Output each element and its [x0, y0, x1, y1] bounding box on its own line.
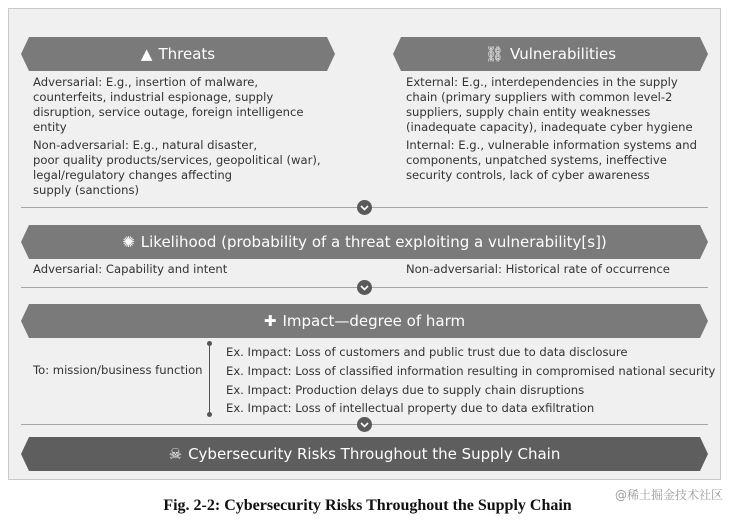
- chain-links-icon: ⛓: [484, 45, 504, 63]
- impact-title: Impact—degree of harm: [282, 312, 466, 330]
- vulnerabilities-internal-text: Internal: E.g., vulnerable information systems and components, unpatched systems, ineffective security controls, lack of cyber awareness: [406, 138, 697, 182]
- figure-caption: Fig. 2-2: Cybersecurity Risks Throughout the Supply Chain: [163, 497, 572, 514]
- warning-triangle-icon: ▲: [140, 45, 153, 63]
- vulnerabilities-banner: [393, 37, 708, 71]
- bandage-icon: ✚: [263, 312, 277, 330]
- skull-crossbones-icon: ☠: [168, 445, 183, 463]
- watermark: @稀土掘金技术社区: [614, 488, 723, 502]
- threats-title: Threats: [158, 45, 216, 63]
- vulnerabilities-external-text: External: E.g., interdependencies in the supply chain (primary suppliers with common level-2 suppliers, supply chain entity weaknesses (inadequate capacity), inadequate cyber hygiene: [406, 75, 693, 134]
- likelihood-title: Likelihood (probability of a threat exploiting a vulnerability[s]): [140, 233, 607, 251]
- chevron-down-icon: [357, 280, 372, 295]
- impact-to-text: To: mission/business function: [33, 363, 203, 377]
- impact-example: Ex. Impact: Loss of intellectual property due to data exfiltration: [226, 401, 595, 415]
- likelihood-adversarial-text: Adversarial: Capability and intent: [33, 262, 228, 276]
- impact-example: Ex. Impact: Production delays due to supply chain disruptions: [226, 383, 585, 397]
- chevron-down-icon: [357, 417, 372, 432]
- impact-bracket-dot-top: [207, 341, 212, 346]
- vulnerabilities-title: Vulnerabilities: [509, 45, 617, 63]
- threats-adversarial-text: Adversarial: E.g., insertion of malware, counterfeits, industrial espionage, supply disruption, service outage, foreign intelligence entity: [33, 75, 304, 134]
- likelihood-non-adversarial-text: Non-adversarial: Historical rate of occurrence: [406, 262, 670, 276]
- threats-non-adversarial-text: Non-adversarial: E.g., natural disaster, poor quality products/services, geopolitical (war), legal/regulatory changes affecting supply (sanctions): [33, 138, 321, 197]
- chevron-down-icon: [357, 200, 372, 215]
- impact-bracket-line: [209, 344, 210, 414]
- threats-banner: [21, 37, 335, 71]
- sparkle-icon: ✺: [122, 233, 135, 251]
- impact-banner: [21, 304, 708, 338]
- likelihood-banner: [21, 225, 708, 259]
- risks-title: Cybersecurity Risks Throughout the Supply Chain: [188, 445, 561, 463]
- risks-banner: [21, 437, 708, 471]
- impact-bracket-dot-bottom: [207, 412, 212, 417]
- impact-example: Ex. Impact: Loss of classified information resulting in compromised national security: [226, 364, 716, 378]
- impact-example: Ex. Impact: Loss of customers and public trust due to data disclosure: [226, 345, 628, 359]
